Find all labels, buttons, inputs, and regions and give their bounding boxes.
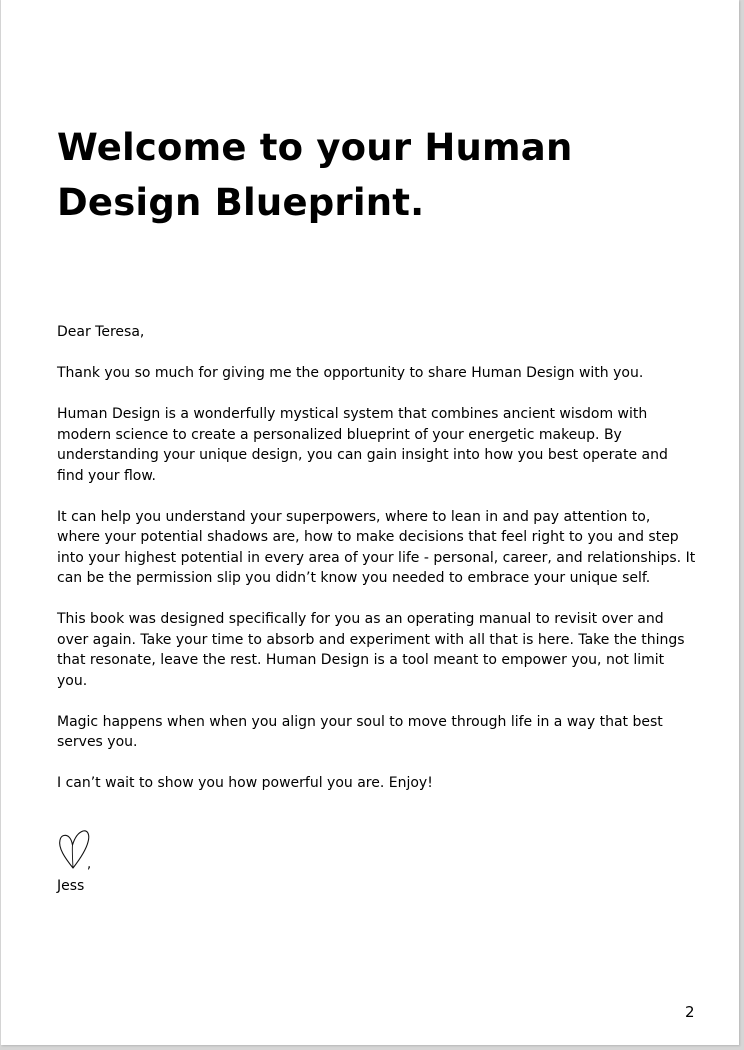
page-number: 2 — [685, 1003, 695, 1021]
paragraph-closing: I can’t wait to show you how powerful you are. Enjoy! — [57, 775, 433, 791]
paragraph-benefits: It can help you understand your superpowers, where to lean in and pay attention to, where your potential shadows are, how to make decisions that feel right to you and step into your highest potential in every area of your life - personal, career, and relationships. It can be the permission slip you didn’t know you needed to embrace your unique self. — [57, 508, 696, 586]
signoff — [57, 828, 177, 898]
paragraph-intro: Human Design is a wonderfully mystical system that combines ancient wisdom with modern science to create a personalized blueprint of your energetic makeup. By understanding your unique design, you can gain insight into how you best operate and find your flow. — [57, 406, 668, 484]
heart-icon — [57, 828, 91, 872]
signature-name: Jess — [57, 878, 85, 894]
salutation: Dear Teresa, — [57, 324, 145, 340]
page-title: Welcome to your Human Design Blueprint. — [57, 126, 573, 224]
document-page — [1, 0, 739, 1045]
letter-body — [57, 322, 697, 814]
signoff-comma: , — [87, 857, 92, 872]
paragraph-book: This book was designed specifically for you as an operating manual to revisit over and over again. Take your time to absorb and experiment with all that is here. Take the things that resonate, leave the rest. Human Design is a tool meant to empower you, not limit you. — [57, 611, 685, 689]
paragraph-magic: Magic happens when when you align your soul to move through life in a way that best serves you. — [57, 713, 663, 750]
paragraph-thanks: Thank you so much for giving me the opportunity to share Human Design with you. — [57, 365, 644, 381]
